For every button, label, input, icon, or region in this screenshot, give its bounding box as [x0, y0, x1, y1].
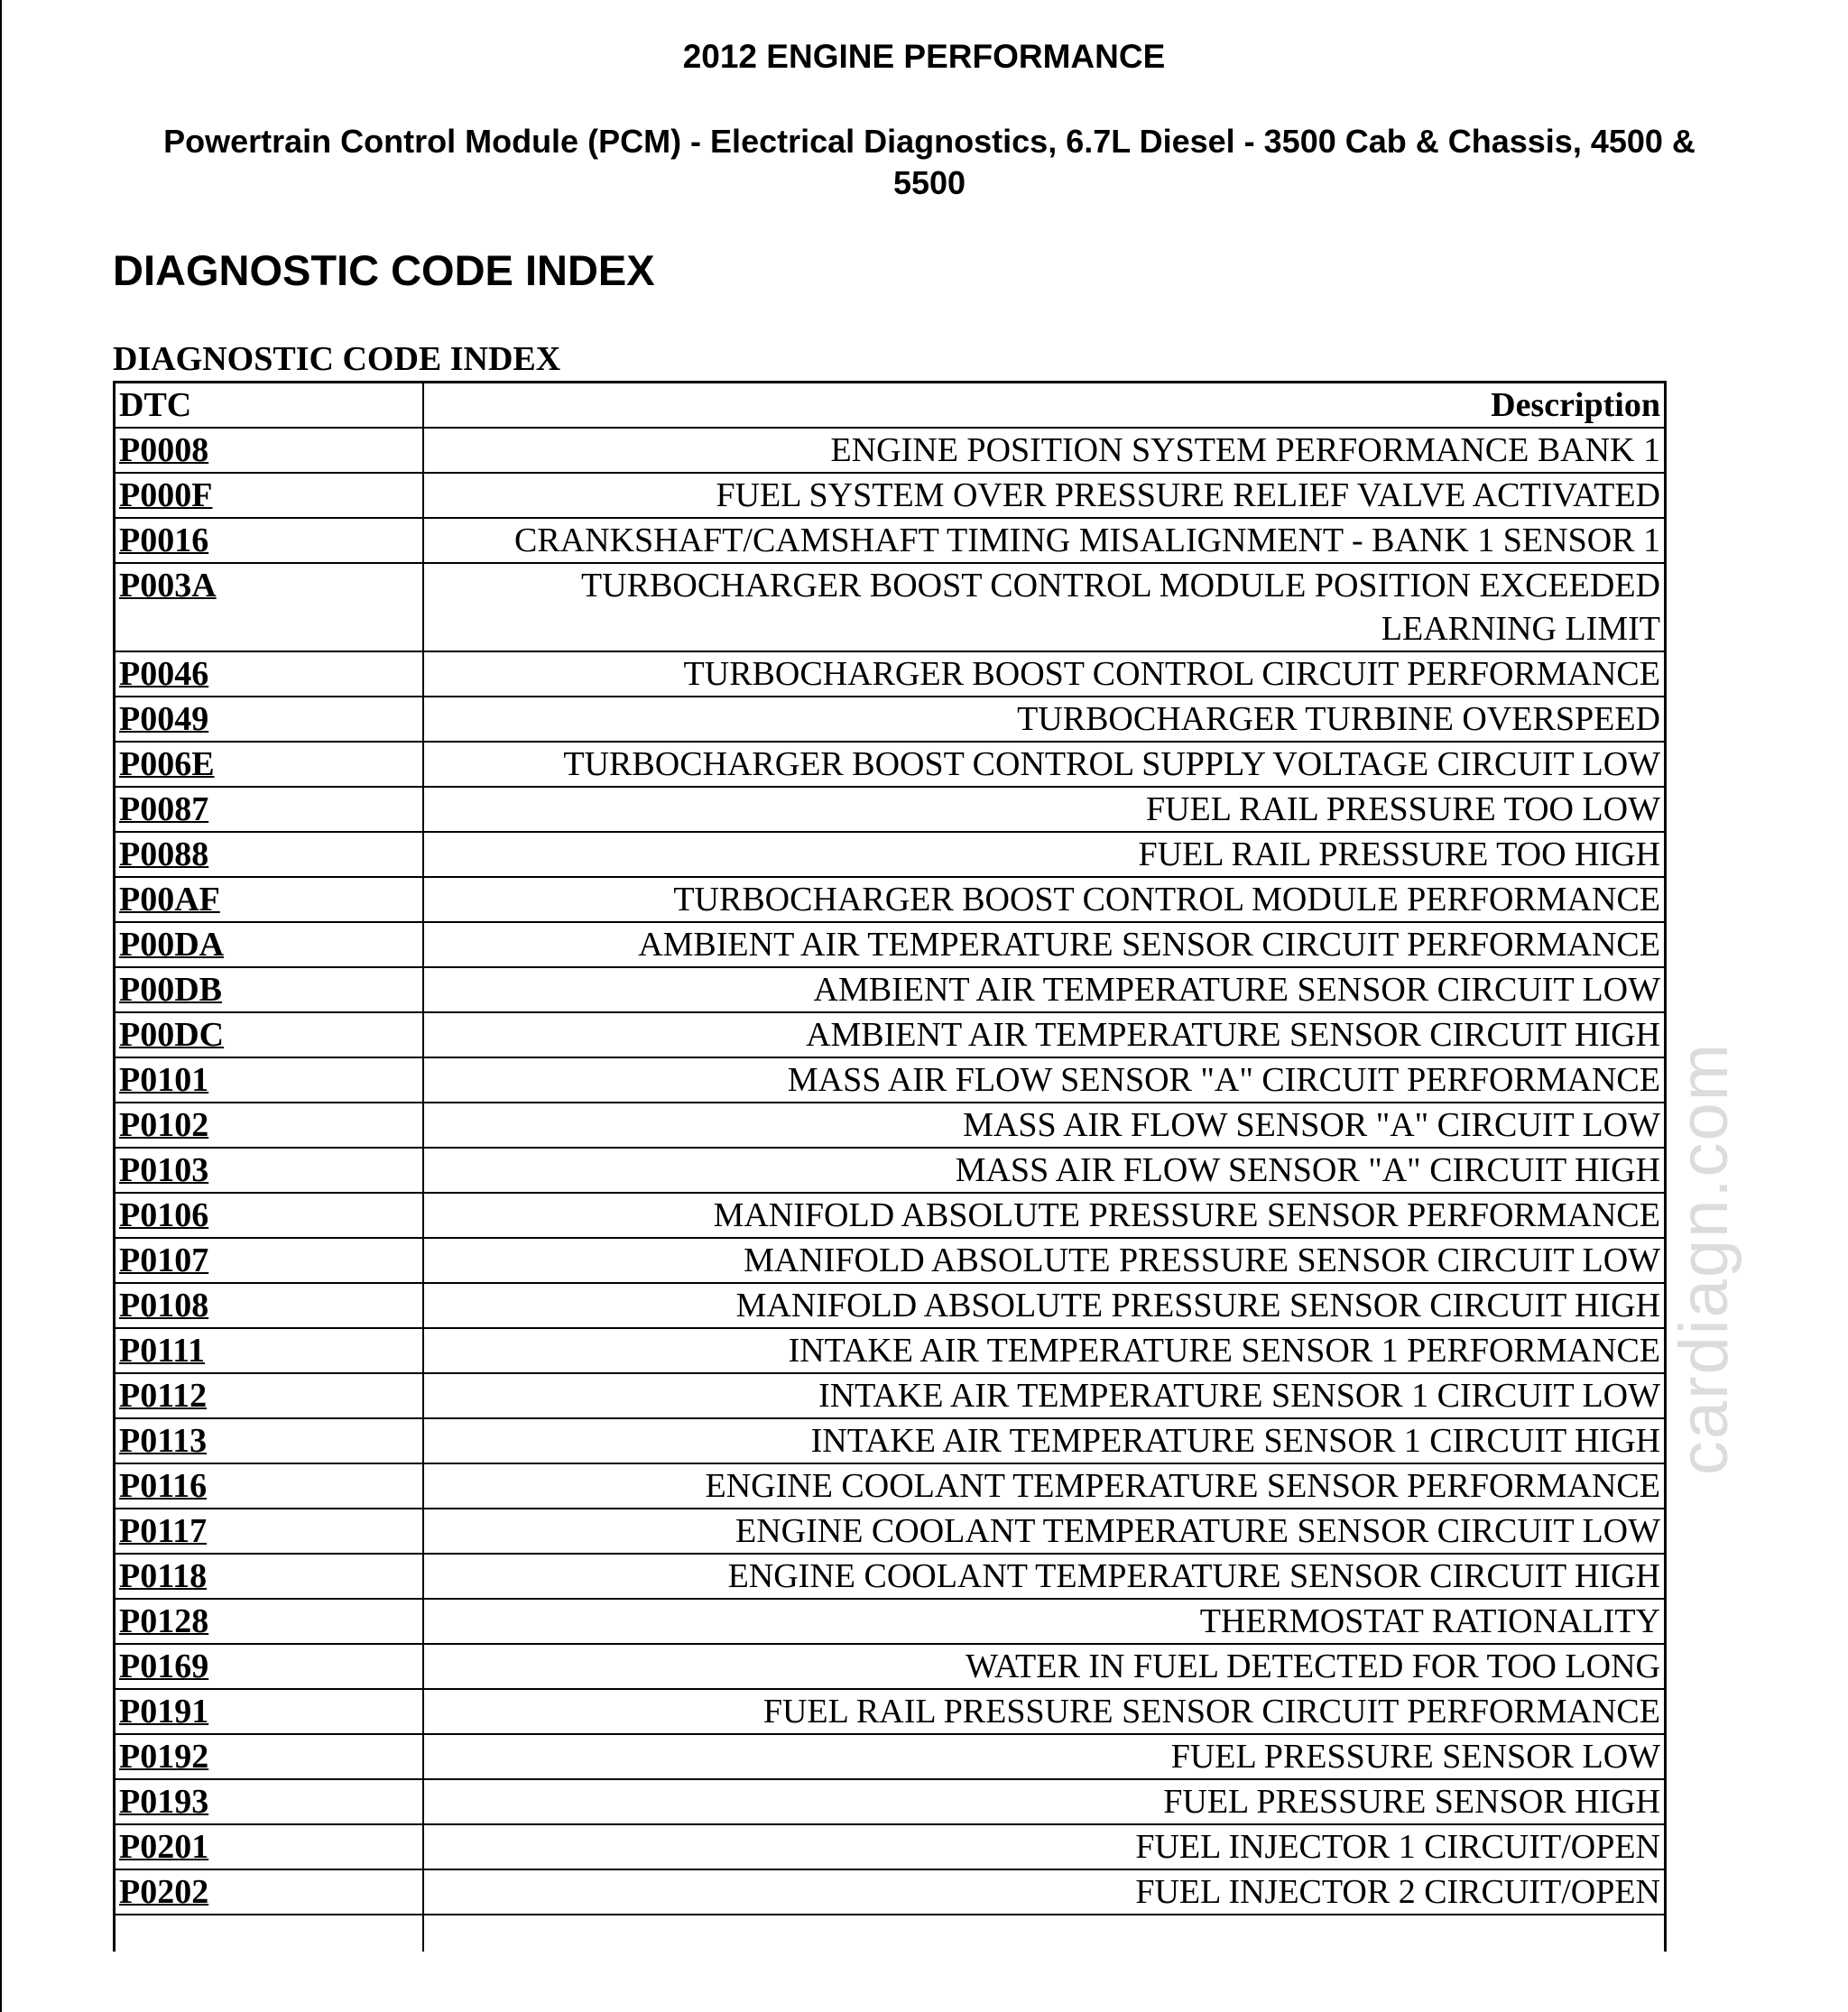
table-row: [115, 1328, 1666, 1373]
dtc-link[interactable]: P0087: [119, 790, 209, 828]
continuation-cell: [115, 1915, 424, 1952]
description-cell: WATER IN FUEL DETECTED FOR TOO LONG: [423, 1644, 1666, 1689]
dtc-link[interactable]: P00DC: [119, 1016, 225, 1054]
dtc-cell: [115, 1509, 424, 1554]
table-continuation-row: [115, 1915, 1666, 1952]
dtc-cell: [115, 1193, 424, 1238]
table-row: [115, 1644, 1666, 1689]
table-row: [115, 1509, 1666, 1554]
dtc-link[interactable]: P0088: [119, 835, 209, 873]
dtc-link[interactable]: P0201: [119, 1828, 209, 1866]
description-cell: AMBIENT AIR TEMPERATURE SENSOR CIRCUIT HIGH: [423, 1012, 1666, 1057]
diagnostic-code-table: [113, 381, 1667, 1952]
description-cell: AMBIENT AIR TEMPERATURE SENSOR CIRCUIT LOW: [423, 967, 1666, 1012]
dtc-cell: [115, 1057, 424, 1103]
description-cell: ENGINE POSITION SYSTEM PERFORMANCE BANK 1: [423, 428, 1666, 473]
description-cell: ENGINE COOLANT TEMPERATURE SENSOR PERFORMANCE: [423, 1463, 1666, 1509]
description-cell: FUEL RAIL PRESSURE TOO HIGH: [423, 832, 1666, 877]
description-cell: TURBOCHARGER BOOST CONTROL MODULE PERFORMANCE: [423, 877, 1666, 922]
dtc-cell: [115, 1689, 424, 1734]
dtc-link[interactable]: P0103: [119, 1151, 209, 1189]
dtc-cell: [115, 1418, 424, 1463]
description-cell: FUEL PRESSURE SENSOR LOW: [423, 1734, 1666, 1779]
dtc-link[interactable]: P0107: [119, 1241, 209, 1279]
table-row: [115, 428, 1666, 473]
table-row: [115, 1193, 1666, 1238]
description-cell: THERMOSTAT RATIONALITY: [423, 1599, 1666, 1644]
description-cell: INTAKE AIR TEMPERATURE SENSOR 1 PERFORMANCE: [423, 1328, 1666, 1373]
dtc-cell: [115, 697, 424, 742]
dtc-cell: [115, 1238, 424, 1283]
table-row: [115, 1103, 1666, 1148]
table-row: [115, 1779, 1666, 1824]
dtc-link[interactable]: P00DB: [119, 971, 222, 1009]
dtc-cell: [115, 967, 424, 1012]
dtc-link[interactable]: P0111: [119, 1332, 206, 1370]
description-cell: MANIFOLD ABSOLUTE PRESSURE SENSOR PERFORMANCE: [423, 1193, 1666, 1238]
dtc-cell: [115, 1283, 424, 1328]
description-cell: MASS AIR FLOW SENSOR "A" CIRCUIT LOW: [423, 1103, 1666, 1148]
table-row: [115, 1148, 1666, 1193]
dtc-cell: [115, 1554, 424, 1599]
description-cell: FUEL SYSTEM OVER PRESSURE RELIEF VALVE ACTIVATED: [423, 473, 1666, 518]
dtc-cell: [115, 832, 424, 877]
table-row: [115, 518, 1666, 563]
continuation-cell: [423, 1915, 1666, 1952]
table-row: [115, 1283, 1666, 1328]
dtc-link[interactable]: P0102: [119, 1106, 209, 1144]
dtc-link[interactable]: P000F: [119, 476, 213, 514]
section-heading: DIAGNOSTIC CODE INDEX: [113, 246, 655, 294]
dtc-link[interactable]: P0116: [119, 1467, 208, 1505]
dtc-link[interactable]: P0101: [119, 1061, 209, 1099]
dtc-link[interactable]: P0192: [119, 1738, 209, 1776]
dtc-cell: [115, 1103, 424, 1148]
description-cell: FUEL PRESSURE SENSOR HIGH: [423, 1779, 1666, 1824]
table-row: [115, 697, 1666, 742]
table-row: [115, 1689, 1666, 1734]
dtc-cell: [115, 787, 424, 832]
dtc-cell: [115, 1869, 424, 1915]
dtc-link[interactable]: P0193: [119, 1783, 209, 1821]
description-cell: MASS AIR FLOW SENSOR "A" CIRCUIT HIGH: [423, 1148, 1666, 1193]
description-cell: ENGINE COOLANT TEMPERATURE SENSOR CIRCUIT LOW: [423, 1509, 1666, 1554]
document-subtitle: Powertrain Control Module (PCM) - Electrical Diagnostics, 6.7L Diesel - 3500 Cab & Chassis, 4500 & 5500: [163, 123, 1696, 201]
description-cell: TURBOCHARGER TURBINE OVERSPEED: [423, 697, 1666, 742]
dtc-cell: [115, 1148, 424, 1193]
table-row: [115, 473, 1666, 518]
dtc-cell: [115, 1824, 424, 1869]
dtc-link[interactable]: P0113: [119, 1422, 208, 1460]
table-header-row: [115, 383, 1666, 429]
dtc-link[interactable]: P0169: [119, 1647, 209, 1685]
description-cell: CRANKSHAFT/CAMSHAFT TIMING MISALIGNMENT - BANK 1 SENSOR 1: [423, 518, 1666, 563]
table-row: [115, 1824, 1666, 1869]
table-row: [115, 1463, 1666, 1509]
dtc-link[interactable]: P0112: [119, 1377, 208, 1415]
dtc-link[interactable]: P0128: [119, 1602, 209, 1640]
dtc-cell: [115, 1328, 424, 1373]
table-row: [115, 1869, 1666, 1915]
dtc-cell: [115, 742, 424, 787]
description-column-header: Description: [423, 383, 1666, 429]
dtc-cell: [115, 518, 424, 563]
dtc-cell: [115, 651, 424, 697]
description-cell: TURBOCHARGER BOOST CONTROL MODULE POSITION EXCEEDED LEARNING LIMIT: [423, 563, 1666, 651]
dtc-link[interactable]: P0117: [119, 1512, 208, 1550]
table-row: [115, 1238, 1666, 1283]
dtc-link[interactable]: P0008: [119, 431, 209, 469]
table-row: [115, 1373, 1666, 1418]
table-row: [115, 877, 1666, 922]
dtc-cell: [115, 1779, 424, 1824]
dtc-link[interactable]: P0046: [119, 655, 209, 693]
description-cell: FUEL RAIL PRESSURE TOO LOW: [423, 787, 1666, 832]
dtc-link[interactable]: P0118: [119, 1557, 208, 1595]
description-cell: FUEL RAIL PRESSURE SENSOR CIRCUIT PERFORMANCE: [423, 1689, 1666, 1734]
description-cell: FUEL INJECTOR 1 CIRCUIT/OPEN: [423, 1824, 1666, 1869]
description-cell: AMBIENT AIR TEMPERATURE SENSOR CIRCUIT PERFORMANCE: [423, 922, 1666, 967]
dtc-column-header: DTC: [115, 383, 424, 429]
table-caption: DIAGNOSTIC CODE INDEX: [113, 340, 561, 378]
dtc-link[interactable]: P0108: [119, 1287, 209, 1324]
description-cell: FUEL INJECTOR 2 CIRCUIT/OPEN: [423, 1869, 1666, 1915]
table-body: [115, 428, 1666, 1952]
description-cell: ENGINE COOLANT TEMPERATURE SENSOR CIRCUIT HIGH: [423, 1554, 1666, 1599]
table-row: [115, 1057, 1666, 1103]
table-row: [115, 922, 1666, 967]
description-cell: MANIFOLD ABSOLUTE PRESSURE SENSOR CIRCUIT HIGH: [423, 1283, 1666, 1328]
description-cell: INTAKE AIR TEMPERATURE SENSOR 1 CIRCUIT HIGH: [423, 1418, 1666, 1463]
description-cell: MASS AIR FLOW SENSOR "A" CIRCUIT PERFORMANCE: [423, 1057, 1666, 1103]
dtc-link[interactable]: P0106: [119, 1196, 209, 1234]
description-cell: TURBOCHARGER BOOST CONTROL SUPPLY VOLTAGE CIRCUIT LOW: [423, 742, 1666, 787]
table-row: [115, 787, 1666, 832]
watermark-text: cardiagn.com: [1666, 1041, 1742, 1476]
page-left-border: [0, 0, 2, 2012]
dtc-cell: [115, 1463, 424, 1509]
table-row: [115, 1599, 1666, 1644]
dtc-cell: [115, 877, 424, 922]
dtc-link[interactable]: P006E: [119, 745, 215, 783]
table-row: [115, 651, 1666, 697]
table-row: [115, 1734, 1666, 1779]
table-row: [115, 967, 1666, 1012]
table-row: [115, 742, 1666, 787]
table-row: [115, 1012, 1666, 1057]
dtc-cell: [115, 428, 424, 473]
description-cell: TURBOCHARGER BOOST CONTROL CIRCUIT PERFORMANCE: [423, 651, 1666, 697]
dtc-link[interactable]: P0202: [119, 1873, 209, 1911]
dtc-link[interactable]: P00DA: [119, 926, 225, 964]
dtc-link[interactable]: P00AF: [119, 881, 220, 918]
dtc-cell: [115, 1644, 424, 1689]
document-title: 2012 ENGINE PERFORMANCE: [682, 38, 1166, 75]
dtc-cell: [115, 922, 424, 967]
dtc-link[interactable]: P0049: [119, 700, 209, 738]
dtc-cell: [115, 1373, 424, 1418]
table-row: [115, 1554, 1666, 1599]
table-row: [115, 832, 1666, 877]
dtc-link[interactable]: P0191: [119, 1693, 209, 1731]
dtc-cell: [115, 1012, 424, 1057]
table-row: [115, 563, 1666, 651]
description-cell: MANIFOLD ABSOLUTE PRESSURE SENSOR CIRCUIT LOW: [423, 1238, 1666, 1283]
dtc-cell: [115, 563, 424, 651]
description-cell: INTAKE AIR TEMPERATURE SENSOR 1 CIRCUIT LOW: [423, 1373, 1666, 1418]
dtc-link[interactable]: P003A: [119, 567, 217, 605]
dtc-link[interactable]: P0016: [119, 521, 209, 559]
dtc-cell: [115, 1599, 424, 1644]
dtc-cell: [115, 1734, 424, 1779]
table-row: [115, 1418, 1666, 1463]
dtc-cell: [115, 473, 424, 518]
